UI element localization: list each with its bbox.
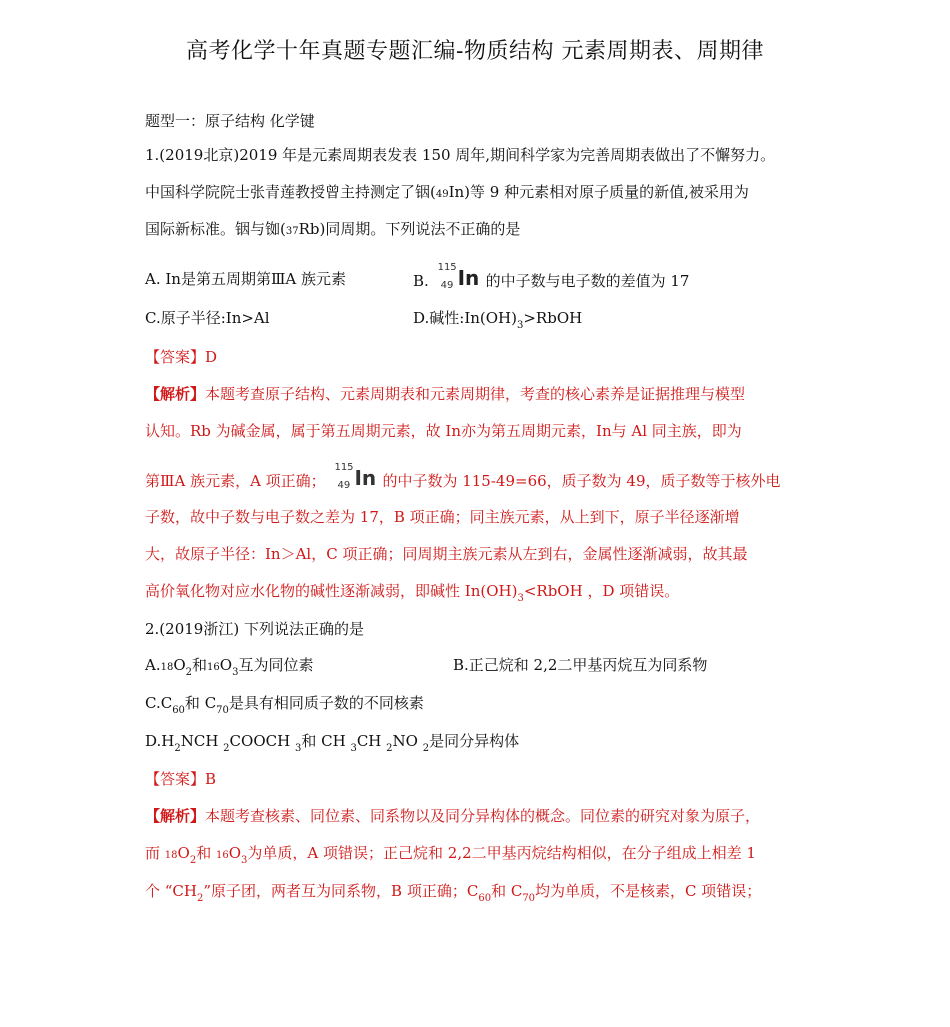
q1-explanation-1-text: 本题考查原子结构、元素周期表和元素周期律，考查的核心素养是证据推理与模型	[205, 385, 746, 403]
q2-e3-1: 2	[197, 893, 204, 904]
q2-c-b: 和 C	[184, 694, 217, 712]
q2-d-2: NCH	[180, 732, 224, 750]
q2-e3-5: 70	[522, 893, 536, 904]
q2-c-a: C.C	[145, 694, 173, 712]
q2-explanation-1	[145, 807, 760, 827]
q2-d-6: 和 CH	[301, 732, 351, 750]
q2-option-b: B.正己烷和 2,2二甲基丙烷互为同系物	[453, 656, 708, 674]
q2-e2-1: 18	[164, 850, 178, 861]
q1-option-d	[413, 309, 582, 329]
q2-explanation-3	[145, 882, 761, 902]
indium-nuclide-symbol	[437, 262, 482, 291]
q2-a-el2: O	[219, 656, 233, 674]
q1-explanation-6	[145, 582, 679, 602]
q2-d-11: 2	[422, 743, 430, 754]
q1-explanation-6-sub: 3	[517, 593, 524, 604]
page-title: 高考化学十年真题专题汇编-物质结构 元素周期表、周期律	[186, 39, 764, 64]
q2-e2-3: 2	[189, 855, 197, 866]
q1-explanation-6-c: <RbOH ，D 项错误。	[523, 582, 680, 600]
q2-a-mass2: 16	[207, 662, 220, 673]
q2-e3-6: 均为单质，不是核素，C 项错误；	[535, 882, 762, 900]
indium-nuclide-symbol-2	[334, 462, 378, 491]
q2-answer: 【答案】B	[145, 770, 217, 788]
q2-e3-3: 60	[478, 893, 492, 904]
q2-option-d	[145, 732, 519, 752]
q1-line-2	[145, 183, 749, 203]
q1-explanation-6-a: 高价氧化物对应水化物的碱性逐渐减弱，即碱性 In(OH)	[145, 582, 518, 600]
q2-e3-0: 个 “CH	[145, 882, 197, 900]
q1-explanation-5: 大，故原子半径：In＞Al，C 项正确；同周期主族元素从左到右，金属性逐渐减弱，故其最	[145, 545, 748, 563]
q2-d-10: NO	[392, 732, 423, 750]
q2-c-sub1: 60	[172, 705, 185, 716]
q2-option-c	[145, 694, 424, 714]
q2-a-label: A.	[145, 656, 161, 674]
q2-d-7: 3	[350, 743, 357, 754]
section-heading: 题型一：原子结构 化学键	[145, 112, 315, 130]
q2-e2-0: 而	[145, 844, 165, 862]
q2-e2-8: 为单质，A 项错误；正己烷和 2,2二甲基丙烷结构相似，在分子组成上相差 1	[247, 844, 756, 862]
q2-option-a	[145, 656, 313, 676]
q1-explanation-3-b: 的中子数为 115-49=66，质子数为 49，质子数等于核外电	[382, 472, 781, 490]
q1-explanation-4: 子数，故中子数与电子数之差为 17，B 项正确；同主族元素，从上到下，原子半径逐渐增	[145, 508, 740, 526]
q2-d-9: 2	[386, 743, 393, 754]
indium-atomic-number: 49	[435, 189, 449, 200]
q1-explanation-3	[145, 462, 781, 492]
nuclide-element: In	[457, 266, 480, 290]
q2-a-tail: 互为同位素	[238, 656, 314, 674]
q2-d-12: 是同分异构体	[429, 732, 520, 750]
q2-d-0: D.H	[145, 732, 175, 750]
nuclide-element-2: In	[354, 466, 377, 490]
q1-line-2-a: 中国科学院院士张青莲教授曾主持测定了铟(	[145, 183, 436, 201]
q2-a-and: 和	[192, 656, 208, 674]
q1-option-d-a: D.碱性:In(OH)	[413, 309, 517, 327]
q2-a-mass1: 18	[160, 662, 174, 673]
q1-explanation-2: 认知。Rb 为碱金属，属于第五周期元素，故 In亦为第五周期元素，In与 Al 同主族，即为	[145, 422, 742, 440]
q2-e2-2: O	[177, 844, 190, 862]
q1-explanation-3-a: 第ⅢA 族元素，A 项正确；	[145, 472, 326, 490]
q2-a-sub2: 3	[232, 667, 239, 678]
q2-a-el1: O	[173, 656, 186, 674]
q1-option-d-c: >RbOH	[523, 309, 583, 327]
q1-option-d-sub: 3	[516, 320, 524, 331]
q1-line-1: 1.(2019北京)2019 年是元素周期表发表 150 周年,期间科学家为完善周期表做出了不懈努力。	[145, 146, 776, 164]
q2-e3-4: 和 C	[491, 882, 523, 900]
q1-line-3-c: Rb)同周期。下列说法不正确的是	[298, 220, 521, 238]
q2-line-1: 2.(2019浙江) 下列说法正确的是	[145, 620, 364, 638]
q1-line-2-c: In)等 9 种元素相对原子质量的新值,被采用为	[448, 183, 749, 201]
nuclide-mass-number: 115	[437, 262, 457, 273]
q1-answer: 【答案】D	[145, 348, 218, 366]
q1-explanation-1	[145, 385, 745, 405]
nuclide-atomic-number: 49	[440, 280, 454, 291]
q1-line-3	[145, 220, 520, 240]
q2-explanation-head: 【解析】	[145, 807, 206, 825]
q1-option-a: A. In是第五周期第ⅢA 族元素	[145, 270, 347, 288]
q2-d-3: 2	[223, 743, 230, 754]
q2-c-tail: 是具有相同质子数的不同核素	[228, 694, 424, 712]
q2-e3-2: ”原子团，两者互为同系物，B 项正确；C	[203, 882, 479, 900]
q1-option-c: C.原子半径:In>Al	[145, 309, 270, 327]
q2-d-4: COOCH	[229, 732, 295, 750]
q2-d-5: 3	[294, 743, 302, 754]
q2-d-8: CH	[356, 732, 387, 750]
q2-e2-4: 和	[196, 844, 216, 862]
q2-e2-5: 16	[215, 850, 229, 861]
q1-option-b-label: B.	[413, 272, 429, 290]
q2-e2-6: O	[228, 844, 242, 862]
q2-d-1: 2	[174, 743, 181, 754]
q1-option-b-text: 的中子数与电子数的差值为 17	[485, 272, 690, 290]
nuclide-mass-number-2: 115	[334, 462, 354, 473]
q2-e2-7: 3	[241, 855, 248, 866]
q2-explanation-2	[145, 844, 756, 864]
q2-explanation-1-text: 本题考查核素、同位素、同系物以及同分异构体的概念。同位素的研究对象为原子，	[205, 807, 761, 825]
rubidium-atomic-number: 37	[285, 226, 299, 237]
q2-c-sub2: 70	[216, 705, 229, 716]
q1-option-b	[413, 262, 690, 292]
nuclide-atomic-number-2: 49	[337, 480, 351, 491]
q1-line-3-a: 国际新标准。铟与铷(	[145, 220, 286, 238]
q1-explanation-head: 【解析】	[145, 385, 206, 403]
q2-a-sub1: 2	[185, 667, 193, 678]
